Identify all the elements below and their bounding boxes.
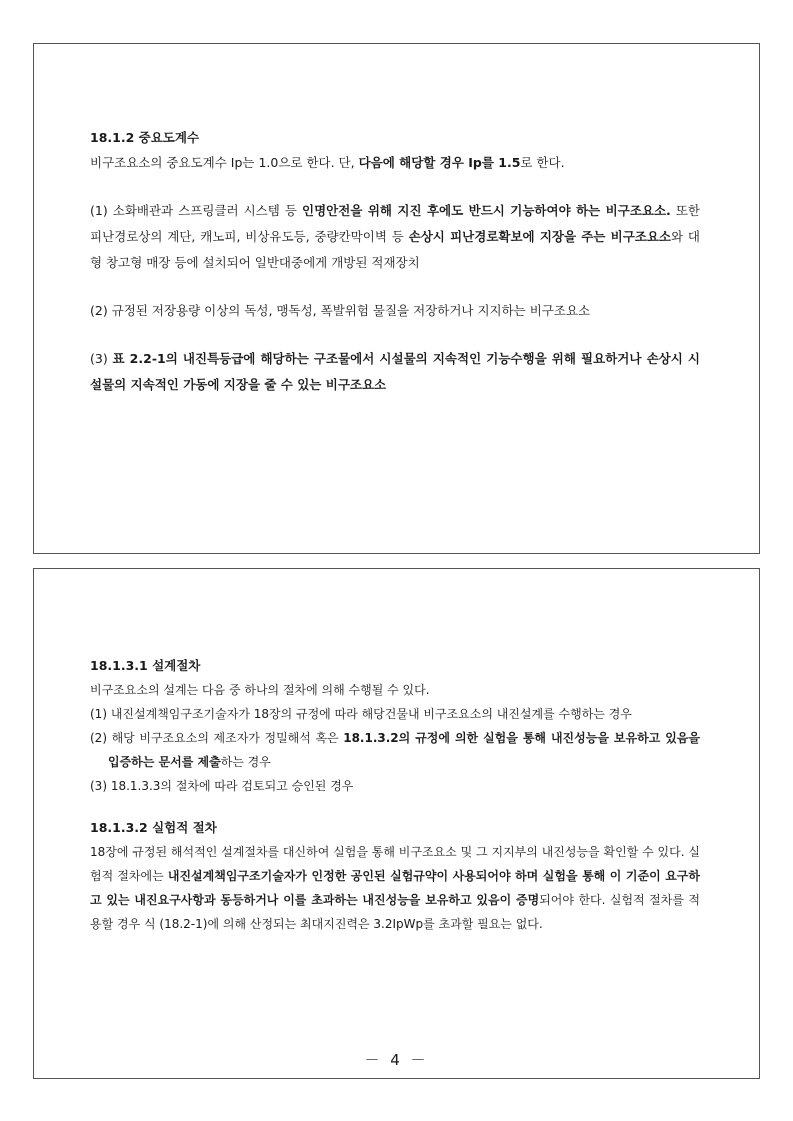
- text-run: 또한 피난경로상의 계단, 캐노피, 비상유도등, 중량칸막이벽 등: [90, 203, 700, 244]
- text-run: 와 대형 창고형 매장 등에 설치되어 일반대중에게 개방된 적재장치: [90, 229, 700, 270]
- section-heading-design-procedure: 18.1.3.1 설계절차: [90, 658, 201, 673]
- page-number: － 4 －: [364, 1051, 429, 1069]
- text-run: 로 한다.: [520, 155, 565, 170]
- lower-text-box: [33, 568, 760, 1079]
- section-heading-importance-factor: 18.1.2 중요도계수: [90, 130, 200, 145]
- experimental-procedure-body: [90, 840, 700, 936]
- text-run: 되어야 한다. 실험적 절차를 적용할 경우 식 (18.2-1)에 의해 산정되는 최대지진력은 3.2IpWp를 초과할 필요는 없다.: [90, 893, 700, 931]
- text-run: 18장에 규정된 해석적인 설계절차를 대신하여 실험을 통해 비구조요소 및 그 지지부의 내진성능을 확인할 수 있다. 실험적 절차에는: [90, 845, 700, 883]
- importance-item-1: [90, 198, 700, 276]
- bold-run: 인명안전을 위해 지진 후에도 반드시 기능하여야 하는 비구조요소.: [302, 203, 671, 218]
- text-run: (2) 해당 비구조요소의 제조자가 정밀해석 혹은: [90, 731, 344, 745]
- text-run: (1) 소화배관과 스프링클러 시스템 등: [90, 203, 303, 218]
- text-run: (3): [90, 351, 113, 366]
- bold-run: 18.1.3.2의 규정에 의한 실험을 통해 내진성능을 보유하고 있음을 입증하는 문서를 제출: [108, 731, 700, 769]
- design-procedure-intro: 비구조요소의 설계는 다음 중 하나의 절차에 의해 수행될 수 있다.: [90, 683, 430, 697]
- bold-run: 다음에 해당할 경우 Ip를 1.5: [358, 155, 521, 170]
- section-heading-experimental-procedure: 18.1.3.2 실험적 절차: [90, 820, 217, 835]
- upper-content: [90, 126, 700, 398]
- importance-factor-intro: [90, 150, 700, 176]
- bold-run: 내진설계책임구조기술자가 인정한 공인된 실험규약이 사용되어야 하며 실험을 통해 이 기준이 요구하고 있는 내진요구사항과 동등하거나 이를 초과하는 내진성능을 보유하고 있음이 증명: [90, 869, 700, 907]
- bold-run: 손상시 피난경로확보에 지장을 주는 비구조요소: [408, 229, 672, 244]
- design-procedure-item-2: [90, 726, 700, 774]
- importance-item-2: (2) 규정된 저장용량 이상의 독성, 맹독성, 폭발위험 물질을 저장하거나 지지하는 비구조요소: [90, 303, 591, 318]
- design-procedure-item-1: (1) 내진설계책임구조기술자가 18장의 규정에 따라 해당건물내 비구조요소의 내진설계를 수행하는 경우: [90, 707, 632, 721]
- text-run: 비구조요소의 중요도계수 Ip는 1.0으로 한다. 단,: [90, 155, 359, 170]
- text-run: 하는 경우: [220, 755, 271, 769]
- design-procedure-item-3: (3) 18.1.3.3의 절차에 따라 검토되고 승인된 경우: [90, 779, 354, 793]
- bold-run: 표 2.2-1의 내진특등급에 해당하는 구조물에서 시설물의 지속적인 기능수행을 위해 필요하거나 손상시 시설물의 지속적인 가동에 지장을 줄 수 있는 비구조요소: [90, 351, 700, 392]
- lower-content: [90, 654, 700, 936]
- upper-text-box: [33, 43, 760, 554]
- importance-item-3: [90, 346, 700, 398]
